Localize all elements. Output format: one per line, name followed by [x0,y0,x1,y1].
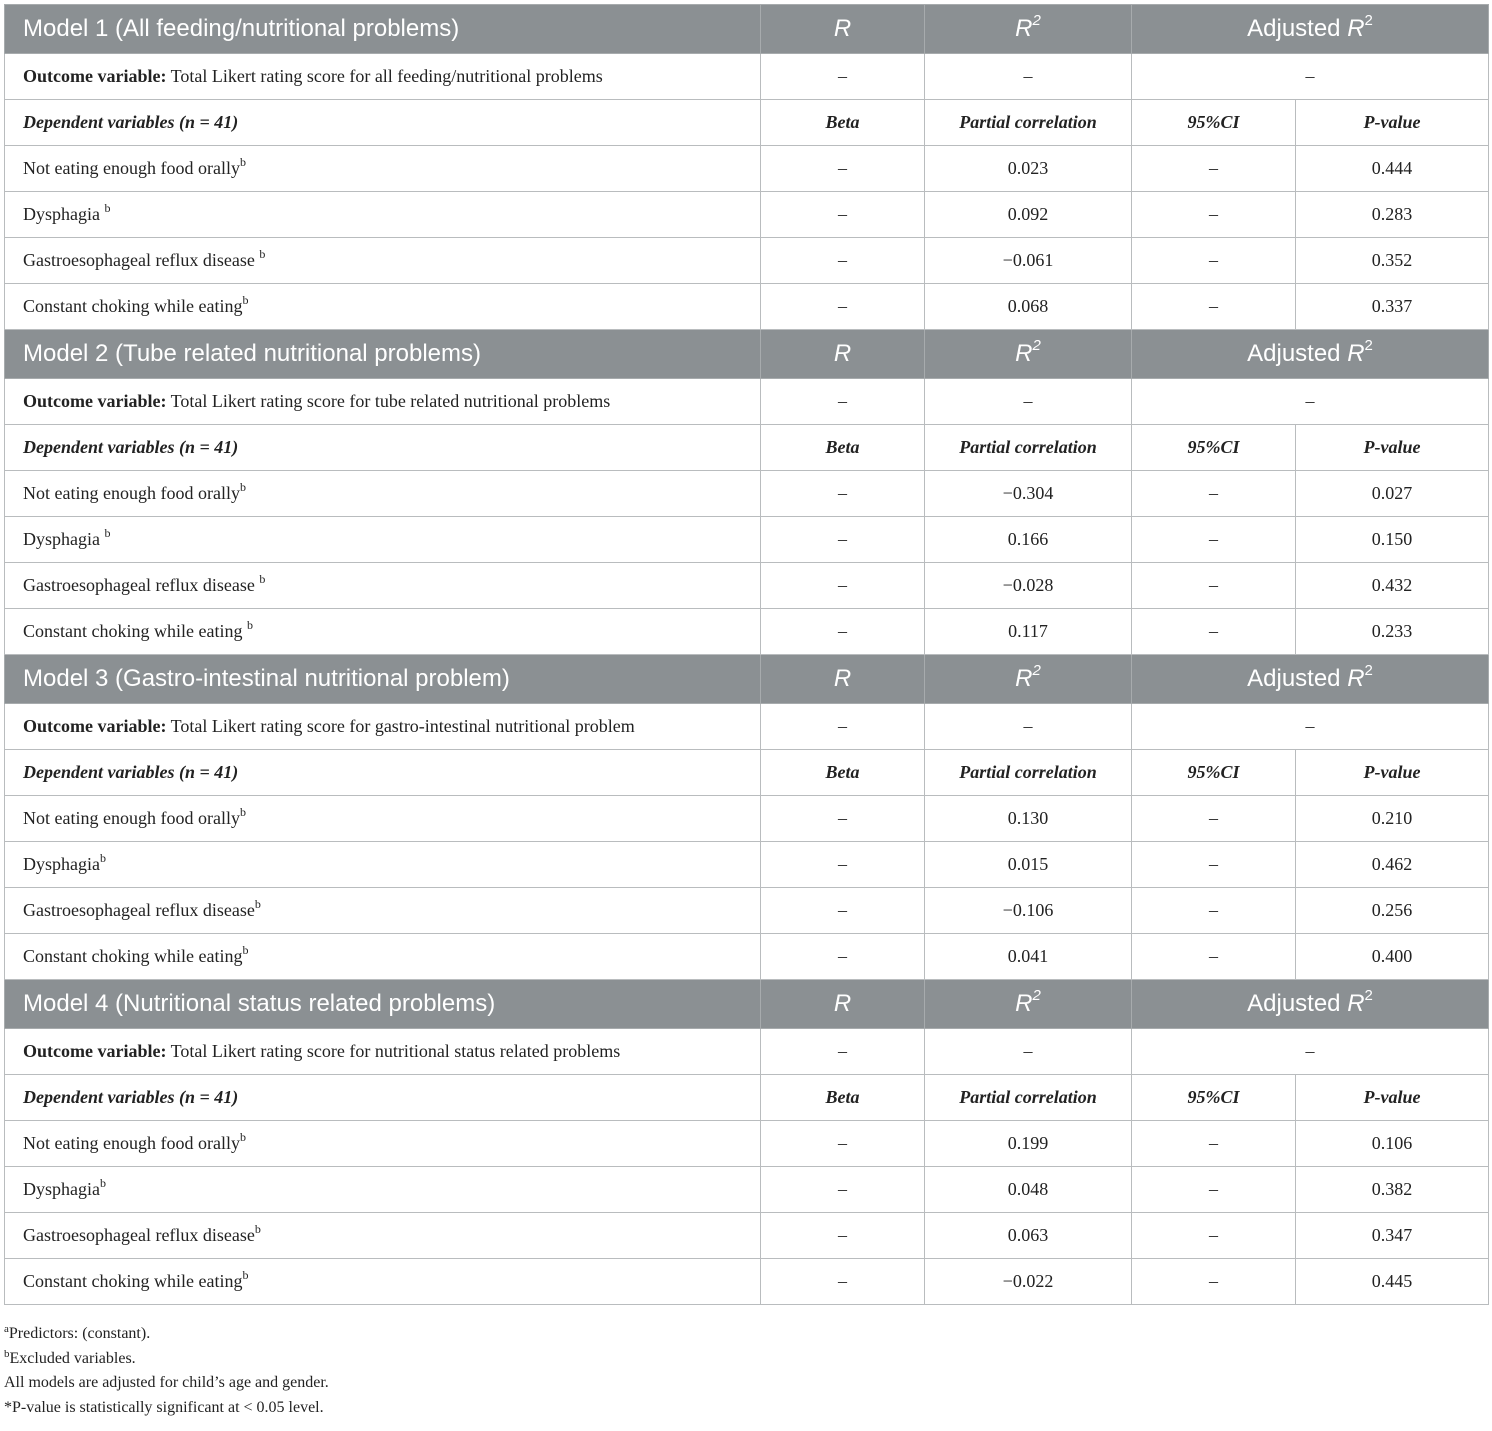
p-value: 0.444 [1296,146,1489,192]
footnote-marker: a [4,1323,9,1335]
partial-correlation-value: 0.015 [925,842,1132,888]
footnote [4,1396,329,1421]
adjusted-sup: 2 [1364,987,1373,1004]
variable-label: Constant choking while eating [23,1271,243,1291]
outcome-text: Total Likert rating score for tube related nutritional problems [170,391,611,411]
beta-value: – [761,284,925,330]
variable-label: Gastroesophageal reflux disease [23,900,255,920]
beta-value: – [761,609,925,655]
variable-name [5,563,761,609]
r2-header [925,655,1132,704]
outcome-text: Total Likert rating score for all feeding/nutritional problems [170,66,603,86]
p-value: 0.352 [1296,238,1489,284]
beta-value: – [761,471,925,517]
p-value: 0.445 [1296,1259,1489,1305]
r2-sup: 2 [1032,337,1041,354]
variable-label: Not eating enough food orally [23,808,240,828]
r2-base: R [1015,990,1033,1017]
p-value: 0.233 [1296,609,1489,655]
partial-correlation-value: −0.028 [925,563,1132,609]
table-row [5,609,1489,655]
partial-correlation-value: −0.106 [925,888,1132,934]
variable-label: Dysphagia [23,854,100,874]
beta-value: – [761,517,925,563]
outcome-r: – [761,54,925,100]
model-header-row [5,980,1489,1029]
table-row [5,563,1489,609]
partial-correlation-value: 0.199 [925,1121,1132,1167]
beta-value: – [761,238,925,284]
variable-name [5,284,761,330]
variable-name [5,1167,761,1213]
ci-value: – [1132,284,1296,330]
partial-correlation-header: Partial correlation [925,100,1132,146]
table-row [5,471,1489,517]
variable-name [5,471,761,517]
p-value-header: P-value [1296,100,1489,146]
outcome-adjusted-r2: – [1132,704,1489,750]
model-header-row [5,655,1489,704]
partial-correlation-value: 0.068 [925,284,1132,330]
beta-value: – [761,934,925,980]
outcome-adjusted-r2: – [1132,379,1489,425]
variable-label: Constant choking while eating [23,946,243,966]
table-row [5,192,1489,238]
r2-base: R [1015,340,1033,367]
variable-name [5,609,761,655]
outcome-variable [5,54,761,100]
outcome-prefix: Outcome variable: [23,1041,167,1061]
footnote-marker: b [104,526,111,540]
variable-label: Not eating enough food orally [23,158,240,178]
adjusted-r-base: R [1347,990,1365,1017]
variable-name [5,1121,761,1167]
ci-value: – [1132,796,1296,842]
p-value-header: P-value [1296,1075,1489,1121]
footnote-marker: b [259,247,266,261]
ci-value: – [1132,517,1296,563]
footnote-marker: b [99,851,106,865]
r-header: R [761,330,925,379]
adjusted-r-base: R [1347,665,1365,692]
footnote-marker: b [242,293,249,307]
r-header: R [761,980,925,1029]
footnote-text: All models are adjusted for child’s age and gender. [4,1374,329,1391]
footnote-text: Predictors: (constant). [8,1325,151,1342]
variable-label: Gastroesophageal reflux disease [23,1225,255,1245]
variable-name [5,238,761,284]
outcome-row [5,1029,1489,1075]
footnote-text: *P-value is statistically significant at < 0.05 level. [4,1398,324,1416]
ci-value: – [1132,1259,1296,1305]
p-value: 0.106 [1296,1121,1489,1167]
table-row [5,1167,1489,1213]
partial-correlation-value: 0.166 [925,517,1132,563]
ci-value: – [1132,1213,1296,1259]
outcome-adjusted-r2: – [1132,1029,1489,1075]
partial-correlation-value: −0.304 [925,471,1132,517]
footnote [4,1322,329,1347]
footnotes [4,1322,329,1420]
outcome-r: – [761,379,925,425]
beta-value: – [761,146,925,192]
ci-value: – [1132,563,1296,609]
beta-value: – [761,888,925,934]
ci-header: 95%CI [1132,100,1296,146]
r-header: R [761,655,925,704]
table-row [5,934,1489,980]
adjusted-sup: 2 [1364,662,1373,679]
dependent-variables-label: Dependent variables (n = 41) [5,425,761,471]
model-title: Model 4 (Nutritional status related problems) [5,980,761,1029]
adjusted-prefix: Adjusted [1247,665,1348,692]
table-row [5,796,1489,842]
partial-correlation-value: 0.023 [925,146,1132,192]
adjusted-r2-header [1132,330,1489,379]
beta-header: Beta [761,750,925,796]
p-value: 0.432 [1296,563,1489,609]
partial-correlation-value: −0.061 [925,238,1132,284]
footnote-marker: b [104,201,111,215]
partial-correlation-header: Partial correlation [925,425,1132,471]
outcome-prefix: Outcome variable: [23,716,167,736]
dependent-header-row [5,100,1489,146]
dependent-header-row [5,1075,1489,1121]
variable-name [5,1213,761,1259]
beta-value: – [761,1167,925,1213]
variable-name [5,796,761,842]
outcome-text: Total Likert rating score for nutritional status related problems [170,1041,621,1061]
variable-label: Not eating enough food orally [23,483,240,503]
footnote-marker: b [99,1176,106,1190]
beta-value: – [761,1121,925,1167]
p-value: 0.283 [1296,192,1489,238]
p-value: 0.210 [1296,796,1489,842]
partial-correlation-value: 0.092 [925,192,1132,238]
r2-base: R [1015,665,1033,692]
beta-header: Beta [761,1075,925,1121]
variable-label: Dysphagia [23,1179,100,1199]
partial-correlation-value: 0.048 [925,1167,1132,1213]
outcome-r2: – [925,704,1132,750]
partial-correlation-value: 0.041 [925,934,1132,980]
ci-value: – [1132,471,1296,517]
variable-name [5,517,761,563]
dependent-variables-label: Dependent variables (n = 41) [5,100,761,146]
p-value: 0.400 [1296,934,1489,980]
adjusted-prefix: Adjusted [1247,15,1348,42]
partial-correlation-value: −0.022 [925,1259,1132,1305]
r2-sup: 2 [1032,662,1041,679]
outcome-prefix: Outcome variable: [23,66,167,86]
ci-value: – [1132,238,1296,284]
variable-label: Gastroesophageal reflux disease [23,575,260,595]
variable-label: Gastroesophageal reflux disease [23,250,260,270]
variable-label: Constant choking while eating [23,296,243,316]
beta-value: – [761,796,925,842]
variable-label: Dysphagia [23,204,105,224]
variable-name [5,146,761,192]
dependent-variables-label: Dependent variables (n = 41) [5,1075,761,1121]
variable-name [5,192,761,238]
beta-header: Beta [761,425,925,471]
outcome-r: – [761,704,925,750]
p-value-header: P-value [1296,750,1489,796]
outcome-adjusted-r2: – [1132,54,1489,100]
partial-correlation-value: 0.117 [925,609,1132,655]
table-row [5,284,1489,330]
outcome-row [5,379,1489,425]
adjusted-prefix: Adjusted [1247,340,1348,367]
regression-table [4,4,1489,1305]
model-title: Model 3 (Gastro-intestinal nutritional problem) [5,655,761,704]
beta-value: – [761,842,925,888]
outcome-variable [5,1029,761,1075]
table-row [5,238,1489,284]
beta-value: – [761,1259,925,1305]
adjusted-r-base: R [1347,340,1365,367]
r2-header [925,330,1132,379]
beta-value: – [761,1213,925,1259]
model-header-row [5,330,1489,379]
variable-name [5,842,761,888]
outcome-r2: – [925,1029,1132,1075]
p-value: 0.462 [1296,842,1489,888]
outcome-row [5,704,1489,750]
p-value: 0.382 [1296,1167,1489,1213]
ci-header: 95%CI [1132,750,1296,796]
r-header: R [761,5,925,54]
ci-value: – [1132,842,1296,888]
outcome-r2: – [925,379,1132,425]
outcome-r: – [761,1029,925,1075]
beta-header: Beta [761,100,925,146]
outcome-variable [5,704,761,750]
ci-value: – [1132,146,1296,192]
variable-label: Dysphagia [23,529,105,549]
p-value-header: P-value [1296,425,1489,471]
footnote-marker: b [242,943,249,957]
table-row [5,1259,1489,1305]
outcome-prefix: Outcome variable: [23,391,167,411]
r2-base: R [1015,15,1033,42]
footnote-marker: b [246,618,253,632]
ci-value: – [1132,192,1296,238]
dependent-header-row [5,750,1489,796]
footnote-marker: b [239,1130,246,1144]
table-row [5,146,1489,192]
variable-label: Constant choking while eating [23,621,247,641]
ci-value: – [1132,1167,1296,1213]
ci-value: – [1132,609,1296,655]
r2-header [925,980,1132,1029]
p-value: 0.337 [1296,284,1489,330]
p-value: 0.256 [1296,888,1489,934]
r2-header [925,5,1132,54]
table-row [5,1121,1489,1167]
footnote-marker: b [254,897,261,911]
beta-value: – [761,192,925,238]
footnote-marker: b [239,480,246,494]
variable-name [5,888,761,934]
adjusted-r2-header [1132,655,1489,704]
footnote-text: Excluded variables. [9,1349,136,1367]
adjusted-r-base: R [1347,15,1365,42]
footnote-marker: b [254,1222,261,1236]
outcome-row [5,54,1489,100]
footnote-marker: b [239,805,246,819]
adjusted-r2-header [1132,980,1489,1029]
ci-value: – [1132,934,1296,980]
variable-name [5,1259,761,1305]
footnote-marker: b [259,572,266,586]
ci-header: 95%CI [1132,1075,1296,1121]
ci-header: 95%CI [1132,425,1296,471]
partial-correlation-value: 0.063 [925,1213,1132,1259]
ci-value: – [1132,1121,1296,1167]
footnote-marker: b [242,1268,249,1282]
footnote [4,1371,329,1396]
outcome-r2: – [925,54,1132,100]
model-title: Model 2 (Tube related nutritional problems) [5,330,761,379]
partial-correlation-header: Partial correlation [925,750,1132,796]
model-title: Model 1 (All feeding/nutritional problems) [5,5,761,54]
partial-correlation-header: Partial correlation [925,1075,1132,1121]
adjusted-r2-header [1132,5,1489,54]
p-value: 0.150 [1296,517,1489,563]
adjusted-sup: 2 [1364,12,1373,29]
adjusted-prefix: Adjusted [1247,990,1348,1017]
partial-correlation-value: 0.130 [925,796,1132,842]
footnote [4,1347,329,1372]
r2-sup: 2 [1032,12,1041,29]
r2-sup: 2 [1032,987,1041,1004]
variable-label: Not eating enough food orally [23,1133,240,1153]
dependent-variables-label: Dependent variables (n = 41) [5,750,761,796]
p-value: 0.347 [1296,1213,1489,1259]
outcome-variable [5,379,761,425]
outcome-text: Total Likert rating score for gastro-intestinal nutritional problem [170,716,635,736]
variable-name [5,934,761,980]
table-row [5,517,1489,563]
footnote-marker: b [239,155,246,169]
dependent-header-row [5,425,1489,471]
adjusted-sup: 2 [1364,337,1373,354]
ci-value: – [1132,888,1296,934]
p-value: 0.027 [1296,471,1489,517]
table-row [5,1213,1489,1259]
footnote-marker: b [4,1347,10,1360]
beta-value: – [761,563,925,609]
table-row [5,842,1489,888]
model-header-row [5,5,1489,54]
table-row [5,888,1489,934]
